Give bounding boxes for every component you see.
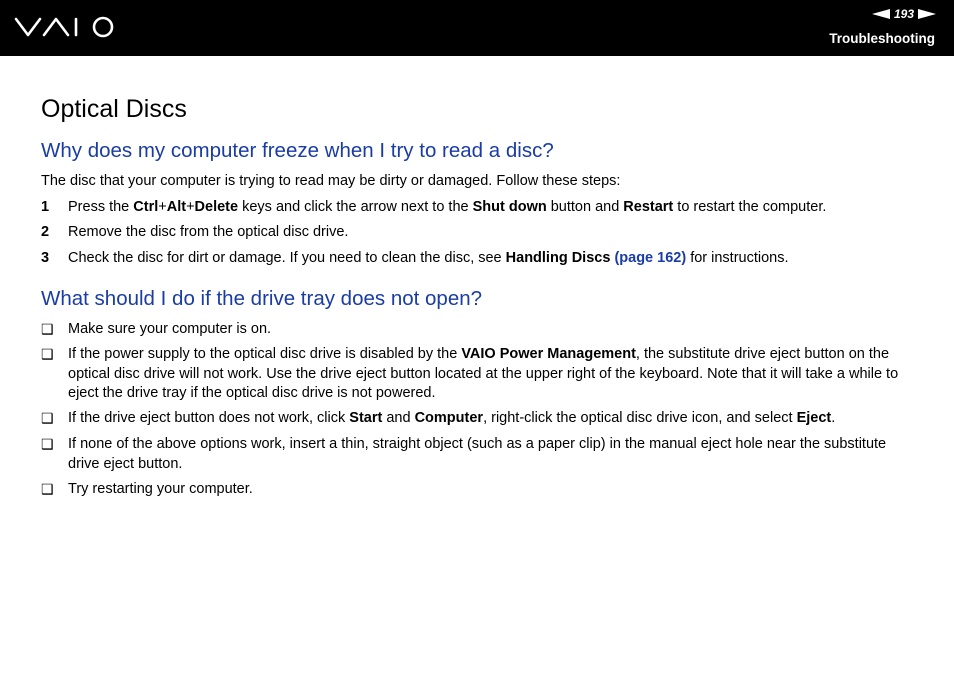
page-link[interactable]: (page 162) bbox=[614, 250, 687, 266]
step-number: 2 bbox=[41, 224, 50, 240]
step-text: Remove the disc from the optical disc drive. bbox=[68, 224, 349, 240]
step-item bbox=[41, 223, 921, 243]
list-item-text: If none of the above options work, insert a thin, straight object (such as a paper clip) in the manual eject hole near the substitute drive eject button. bbox=[68, 436, 887, 472]
vaio-logo bbox=[14, 14, 120, 45]
step-number: 1 bbox=[41, 199, 50, 215]
section-heading-drive-tray: What should I do if the drive tray does not open? bbox=[41, 287, 483, 310]
checkbox-bullet-icon: ❑ bbox=[41, 436, 54, 452]
page-title: Optical Discs bbox=[41, 95, 187, 123]
step-number: 3 bbox=[41, 250, 50, 266]
page-navigation bbox=[872, 7, 936, 21]
page-header bbox=[0, 0, 954, 56]
checkbox-bullet-icon: ❑ bbox=[41, 410, 54, 426]
previous-page-arrow-icon[interactable] bbox=[872, 9, 890, 19]
page-number: 193 bbox=[893, 7, 914, 21]
list-item bbox=[41, 480, 921, 500]
list-item-text: If the power supply to the optical disc drive is disabled by the VAIO Power Management, the substitute drive eject button on the optical disc drive will not work. Use the drive eject button located at the upper right of the keyboard. Note that it will take a while to eject the drive tray if the optical disc drive is not powered. bbox=[68, 346, 899, 401]
list-item bbox=[41, 409, 921, 429]
list-item-text: If the drive eject button does not work, click Start and Computer, right-click the optical disc drive icon, and select Eject. bbox=[68, 410, 836, 426]
next-page-arrow-icon[interactable] bbox=[918, 9, 936, 19]
checkbox-bullet-icon: ❑ bbox=[41, 346, 54, 362]
checkbox-bullet-icon: ❑ bbox=[41, 481, 54, 497]
section-name: Troubleshooting bbox=[829, 31, 935, 46]
list-item bbox=[41, 320, 921, 340]
checkbox-bullet-icon: ❑ bbox=[41, 321, 54, 337]
list-item-text: Make sure your computer is on. bbox=[68, 321, 272, 337]
step-text: Check the disc for dirt or damage. If you need to clean the disc, see Handling Discs (page 162) for instructions. bbox=[68, 250, 789, 266]
list-item bbox=[41, 345, 921, 404]
step-item bbox=[41, 198, 921, 218]
list-item bbox=[41, 435, 921, 474]
step-text: Press the Ctrl+Alt+Delete keys and click the arrow next to the Shut down button and Restart to restart the computer. bbox=[68, 199, 827, 215]
section-heading-freeze: Why does my computer freeze when I try to read a disc? bbox=[41, 139, 554, 162]
section-intro: The disc that your computer is trying to read may be dirty or damaged. Follow these steps: bbox=[41, 173, 621, 189]
list-item-text: Try restarting your computer. bbox=[68, 481, 253, 497]
step-item bbox=[41, 249, 921, 269]
